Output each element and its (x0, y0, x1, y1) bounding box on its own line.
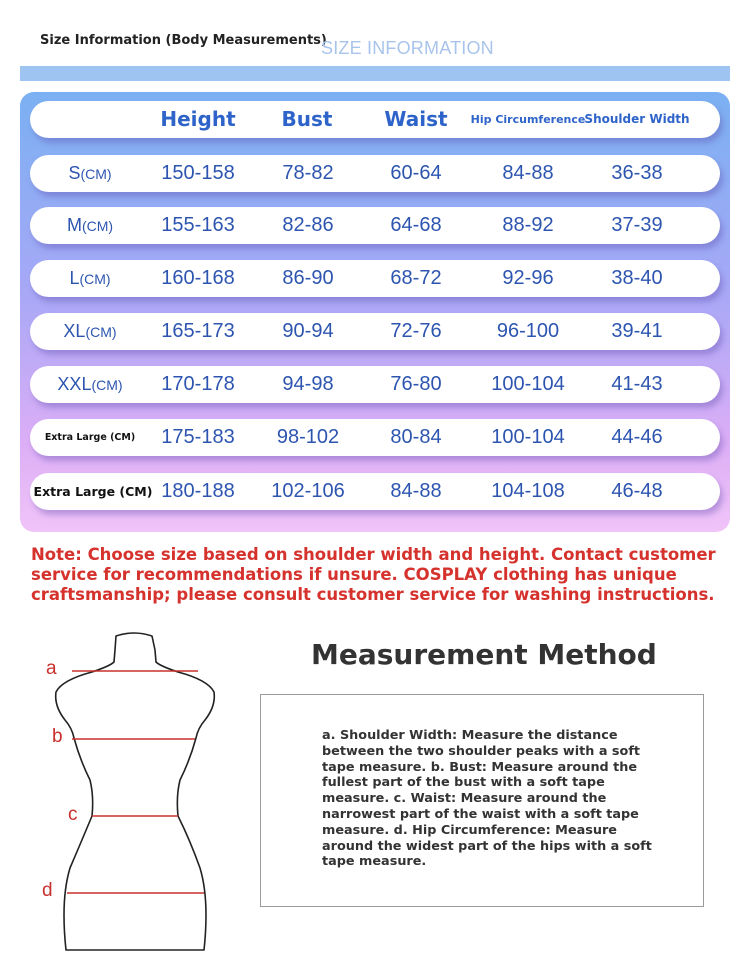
size-table (20, 92, 730, 532)
bust-value: 90-94 (282, 320, 334, 342)
bust-value: 94-98 (282, 373, 334, 395)
shoulder-value: 36-38 (611, 162, 663, 184)
waist-value: 80-84 (390, 426, 442, 448)
height-value: 155-163 (161, 214, 235, 236)
table-row (30, 313, 720, 350)
bust-value: 102-106 (271, 480, 345, 502)
height-value: 175-183 (161, 426, 235, 448)
size-label: Extra Large (CM) (33, 484, 153, 499)
measurement-method-text: a. Shoulder Width: Measure the distance between the two shoulder peaks with a soft tape measure. b. Bust: Measure around the fullest part of the bust with a soft tape measure. c. Waist: Measure around the narrowest part of the waist with a soft tape measure. d. Hip Circumference: Measure around the widest part of the hips with a soft tape measure. (322, 728, 652, 870)
table-row (30, 155, 720, 192)
header-divider-bar (20, 66, 730, 81)
shoulder-value: 41-43 (611, 373, 663, 395)
hip-value: 84-88 (502, 162, 554, 184)
waist-value: 60-64 (390, 162, 442, 184)
waist-value: 72-76 (390, 320, 442, 342)
height-value: 170-178 (161, 373, 235, 395)
hip-value: 100-104 (491, 373, 565, 395)
figure-label-d: d (42, 880, 53, 901)
size-label: L(CM) (69, 268, 111, 288)
table-row (30, 419, 720, 456)
size-label: XXL(CM) (57, 374, 123, 394)
body-measurement-figure (0, 620, 250, 953)
page-title: Size Information (Body Measurements) (40, 33, 327, 48)
figure-label-c: c (68, 804, 78, 825)
column-header-hip: Hip Circumference (470, 113, 586, 126)
height-value: 150-158 (161, 162, 235, 184)
height-value: 160-168 (161, 267, 235, 289)
waist-value: 68-72 (390, 267, 442, 289)
bust-value: 82-86 (282, 214, 334, 236)
waist-value: 84-88 (390, 480, 442, 502)
shoulder-value: 37-39 (611, 214, 663, 236)
size-label: XL(CM) (63, 321, 117, 341)
page-subtitle: SIZE INFORMATION (321, 38, 494, 58)
column-header-height: Height (160, 107, 236, 131)
hip-value: 104-108 (491, 480, 565, 502)
bust-value: 98-102 (276, 426, 340, 448)
bust-value: 86-90 (282, 267, 334, 289)
measurement-method-box (260, 694, 704, 907)
height-value: 180-188 (161, 480, 235, 502)
shoulder-value: 44-46 (611, 426, 663, 448)
size-label: Extra Large (CM) (44, 432, 136, 443)
hip-value: 92-96 (502, 267, 554, 289)
column-header-bust: Bust (281, 107, 333, 131)
shoulder-value: 38-40 (611, 267, 663, 289)
table-row (30, 260, 720, 297)
table-row (30, 366, 720, 403)
hip-value: 96-100 (496, 320, 560, 342)
hip-value: 100-104 (491, 426, 565, 448)
height-value: 165-173 (161, 320, 235, 342)
column-header-waist: Waist (384, 107, 448, 131)
bust-value: 78-82 (282, 162, 334, 184)
column-header-shoulder: Shoulder Width (584, 112, 690, 126)
measurement-method-title: Measurement Method (311, 638, 657, 671)
table-row (30, 473, 720, 510)
body-silhouette-icon (0, 620, 250, 953)
table-row (30, 207, 720, 244)
waist-value: 64-68 (390, 214, 442, 236)
hip-value: 88-92 (502, 214, 554, 236)
waist-value: 76-80 (390, 373, 442, 395)
size-label: S(CM) (68, 163, 112, 183)
figure-label-a: a (46, 658, 57, 679)
size-label: M(CM) (66, 215, 114, 235)
sizing-note: Note: Choose size based on shoulder width and height. Contact customer service for recommendations if unsure. COSPLAY clothing has unique craftsmanship; please consult customer service for washing instructions. (31, 545, 716, 604)
table-header-row (30, 101, 720, 138)
figure-label-b: b (52, 726, 63, 747)
shoulder-value: 46-48 (611, 480, 663, 502)
shoulder-value: 39-41 (611, 320, 663, 342)
